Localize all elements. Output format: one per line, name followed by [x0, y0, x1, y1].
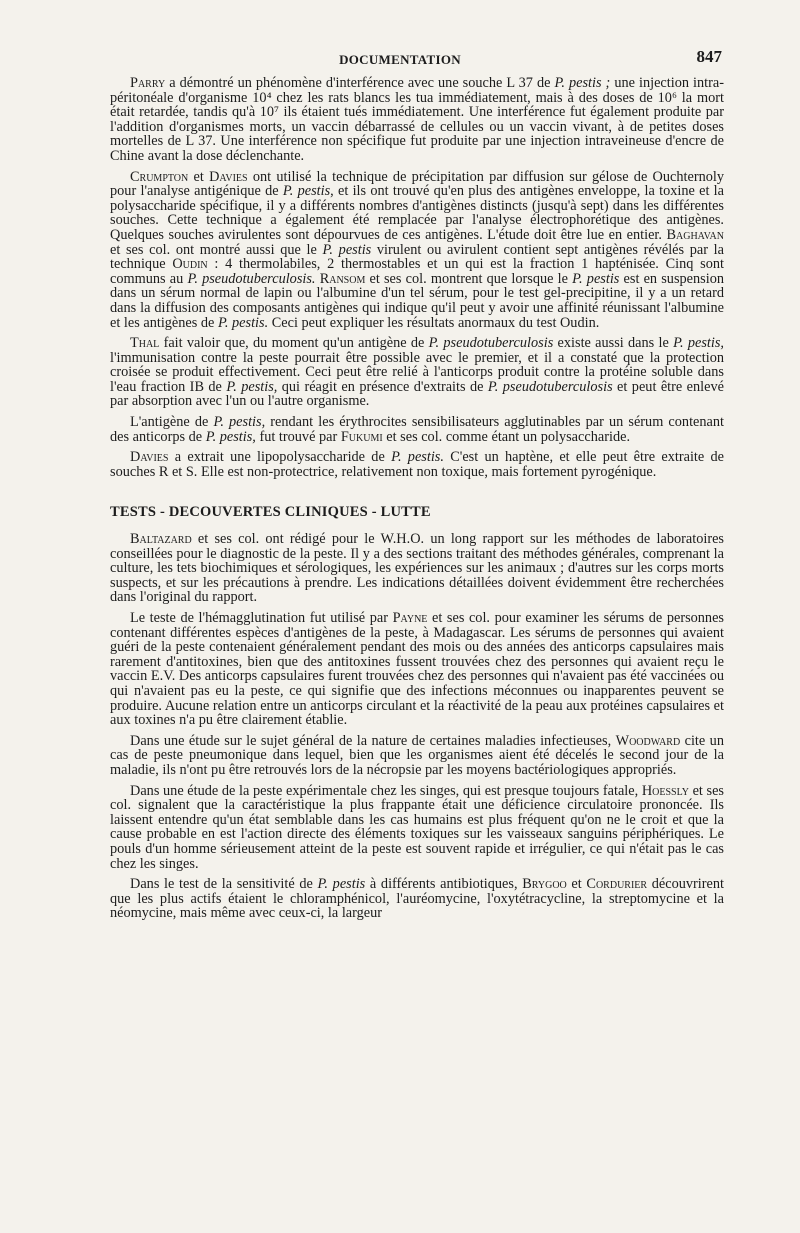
paragraph — [110, 415, 724, 444]
paragraph — [110, 170, 724, 331]
author-name: Davies — [130, 449, 169, 466]
text-run: Dans le test de la sensitivité de — [130, 876, 318, 893]
section-heading: TESTS - DECOUVERTES CLINIQUES - LUTTE — [110, 504, 431, 521]
text-run: l'immunisation contre la peste pourrait être possible avec le premier, et il a constaté que la protection croisée se produit effectivement. Ceci peut être relié à l'anticorps produit contre la protéine soluble dans l'eau fraction IB de — [110, 349, 724, 395]
italic-species-name: P. pestis ; — [554, 75, 611, 91]
text-run: C'est un haptène, et elle peut être extraite de souches R et S. Elle est non-protectrice, relativement non toxique, mais fortement pyrogénique. — [110, 449, 724, 480]
text-run: et ses col. comme étant un polysaccharide. — [382, 428, 631, 445]
author-name: Baghavan — [666, 226, 724, 243]
author-name: Brygoo — [522, 876, 567, 893]
italic-species-name: P. pseudotuberculosis — [487, 378, 613, 395]
paragraph-group-1 — [110, 76, 724, 479]
article-body — [110, 76, 724, 927]
running-title: DOCUMENTATION — [339, 52, 461, 67]
text-run: L'antigène de — [130, 414, 214, 431]
paragraph — [110, 532, 724, 605]
author-name: Ransom — [319, 270, 366, 287]
author-name: Crumpton — [130, 168, 189, 185]
text-run: et ses col. signalent que la caractéristique la plus frappante était une déficience circulatoire prononcée. Ils laissent entendre qu'un état semblable dans les cas humains est plus fréquent qu'on ne le croit et que la cause probable en est l'action directe des éléments toxiques sur les vaisseaux sanguins périphériques. Le pouls d'un homme sérieusement atteint de la peste est souvent rapide et irrégulier, ce qui n'était pas le cas chez les singes. — [110, 782, 724, 872]
author-name: Davies — [209, 168, 248, 185]
italic-species-name: P. pestis — [317, 876, 366, 893]
paragraph — [110, 877, 724, 921]
author-name: Payne — [392, 610, 428, 626]
italic-species-name: P. pestis — [282, 183, 331, 200]
text-run: et peut être enlevé par absorption avec l'un ou l'autre organisme. — [110, 378, 724, 410]
text-run: découvrirent que les plus actifs étaient le chloramphénicol, l'auréomycine, l'oxytétracycline, la streptomycine et la néomycine, mais même avec ceux-ci, la largeur — [110, 876, 724, 922]
author-name: Baltazard — [130, 531, 192, 548]
author-name: Oudin — [172, 256, 208, 273]
text-run: et ses col. pour examiner les sérums de personnes contenant différentes espèces d'antigènes de la peste, à Madagascar. Les sérums de personnes qui avaient guéri de la peste contenaient généralement pendant des mois ou des années des anticorps capsulaires mais rarement d'antitoxines, bien que des antitoxines fussent trouvées chez des personnes qui avaient reçu le vaccin E.V. Des anticorps capsulaires furent trouvées chez des personnes qui n'avaient pas été vaccinées ou qui n'avaient pas eu la peste, ce qui signifie que des infections méconnues ou inapparentes peuvent se produire. Aucune relation entre un anticorps circulant et la réactivité de la peau aux protéines capsulaires et aux toxines n'a pu être clairement établie. — [110, 610, 724, 729]
text-run: qui réagit en présence d'extraits de — [277, 378, 488, 395]
italic-species-name: P. pestis. — [391, 449, 444, 466]
text-run: : 4 thermolabiles, 2 thermostables et un qui est la fraction 1 hapténisée. Cinq sont communs au — [110, 256, 724, 287]
text-run: a extrait une lipopolysaccharide de — [168, 449, 392, 466]
author-name: Hoessly — [641, 782, 689, 799]
text-run: cite un cas de peste pneumonique dans lequel, bien que les organismes aient été décelés le second jour de la maladie, ils n'ont pu être retrouvés lors de la nécropsie par les moyens bactériologiques appropriés. — [110, 732, 724, 778]
text-run: ont utilisé la technique de précipitation par diffusion sur gélose de Ouchternoly pour l'analyse antigénique de — [110, 168, 725, 200]
paragraph — [110, 611, 724, 728]
text-run: et ses col. ont montré aussi que le — [110, 241, 323, 258]
text-run: Ceci peut expliquer les résultats anormaux du test Oudin. — [268, 314, 600, 331]
italic-species-name: P. pseudotuberculosis — [428, 335, 554, 352]
paragraph — [110, 734, 724, 778]
text-run: est en suspension dans un sérum normal de lapin ou l'albumine d'un tel sérum, pour le test gel-precipitine, il y a un retard dans la diffusion des composants antigènes qui indique qu'il peut y avoir une affinité réunissant l'albumine et les antigènes de — [110, 270, 724, 331]
italic-species-name: P. pestis, — [226, 378, 278, 395]
paragraph-group-2 — [110, 532, 724, 921]
italic-species-name: P. pestis, — [673, 335, 725, 352]
text-run: Dans une étude de la peste expérimentale chez les singes, qui est presque toujours fatale, — [130, 782, 642, 799]
text-run: , et ils ont trouvé qu'en plus des antigènes enveloppe, la toxine et la polysaccharide spécifique, il y a différents nombres d'antigènes distincts (jusqu'à sept) dans les différentes souches. Cette technique a également été remplacée par l'analyse électrophorétique des antigènes. Quelques souches avirulentes sont dépourvues de ces antigènes. L'étude doit être lue en entier. — [110, 183, 724, 243]
text-run: Dans une étude sur le sujet général de la nature de certaines maladies infectieuses, — [130, 732, 616, 749]
paragraph — [110, 784, 724, 872]
page-number: 847 — [696, 47, 722, 66]
text-run: virulent ou avirulent contient sept antigènes révélés par la technique — [110, 241, 724, 273]
text-run: a démontré un phénomène d'interférence avec une souche L 37 de — [165, 75, 555, 91]
text-run: et ses col. ont rédigé pour le W.H.O. un long rapport sur les méthodes de laboratoires conseillées pour le diagnostic de la peste. Il y a des sections traitant des méthodes générales, comprenant la culture, les tets biochimiques et sérologiques, les expériences sur les animaux ; d'autres sur les corps morts suspects, et sur les précautions à prendre. Les indications détaillées doivent évidemment être recherchées dans l'original du rapport. — [110, 531, 724, 606]
author-name: Woodward — [615, 732, 681, 749]
text-run: à différents antibiotiques, — [365, 876, 523, 893]
italic-species-name: P. pestis — [322, 241, 372, 258]
paragraph — [110, 450, 724, 479]
author-name: Thal — [130, 335, 160, 352]
italic-species-name: P. pseudotuberculosis. — [187, 270, 316, 287]
italic-species-name: P. pestis, — [205, 428, 256, 445]
author-name: Parry — [130, 75, 166, 91]
text-run: fut trouvé par — [255, 428, 341, 445]
author-name: Fukumi — [340, 428, 383, 445]
text-run: fait valoir que, du moment qu'un antigène de — [159, 335, 429, 352]
italic-species-name: P. pestis, — [213, 414, 266, 431]
text-run: rendant les érythrocites sensibilisateurs agglutinables par un sérum contenant des anticorps de — [110, 414, 725, 445]
text-run: Le teste de l'hémagglutination fut utilisé par — [130, 610, 393, 626]
page-header — [0, 44, 800, 74]
italic-species-name: P. pestis — [572, 270, 620, 287]
text-run: existe aussi dans le — [553, 335, 674, 352]
paragraph — [110, 76, 724, 164]
text-run: une injection intra-péritonéale d'organisme 10⁴ chez les rats blancs les tua immédiatement, mais à des doses de 10⁶ la mort était retardée, tandis qu'à 10⁷ ils étaient tués immédiatement. Une interférence fut également produite par l'addition d'organismes morts, un vaccin débarrassé de cellules ou un vaccin vivant, à de petites doses mortelles de L 37. Une interférence non spécifique fut produite par une injection intraveineuse d'encre de Chine avant la dose déclenchante. — [110, 75, 725, 164]
author-name: Cordurier — [586, 876, 648, 893]
paragraph — [110, 336, 724, 409]
text-run: et — [566, 876, 587, 893]
text-run: et — [188, 168, 210, 185]
text-run: et ses col. montrent que lorsque le — [365, 270, 573, 287]
italic-species-name: P. pestis. — [217, 314, 269, 331]
